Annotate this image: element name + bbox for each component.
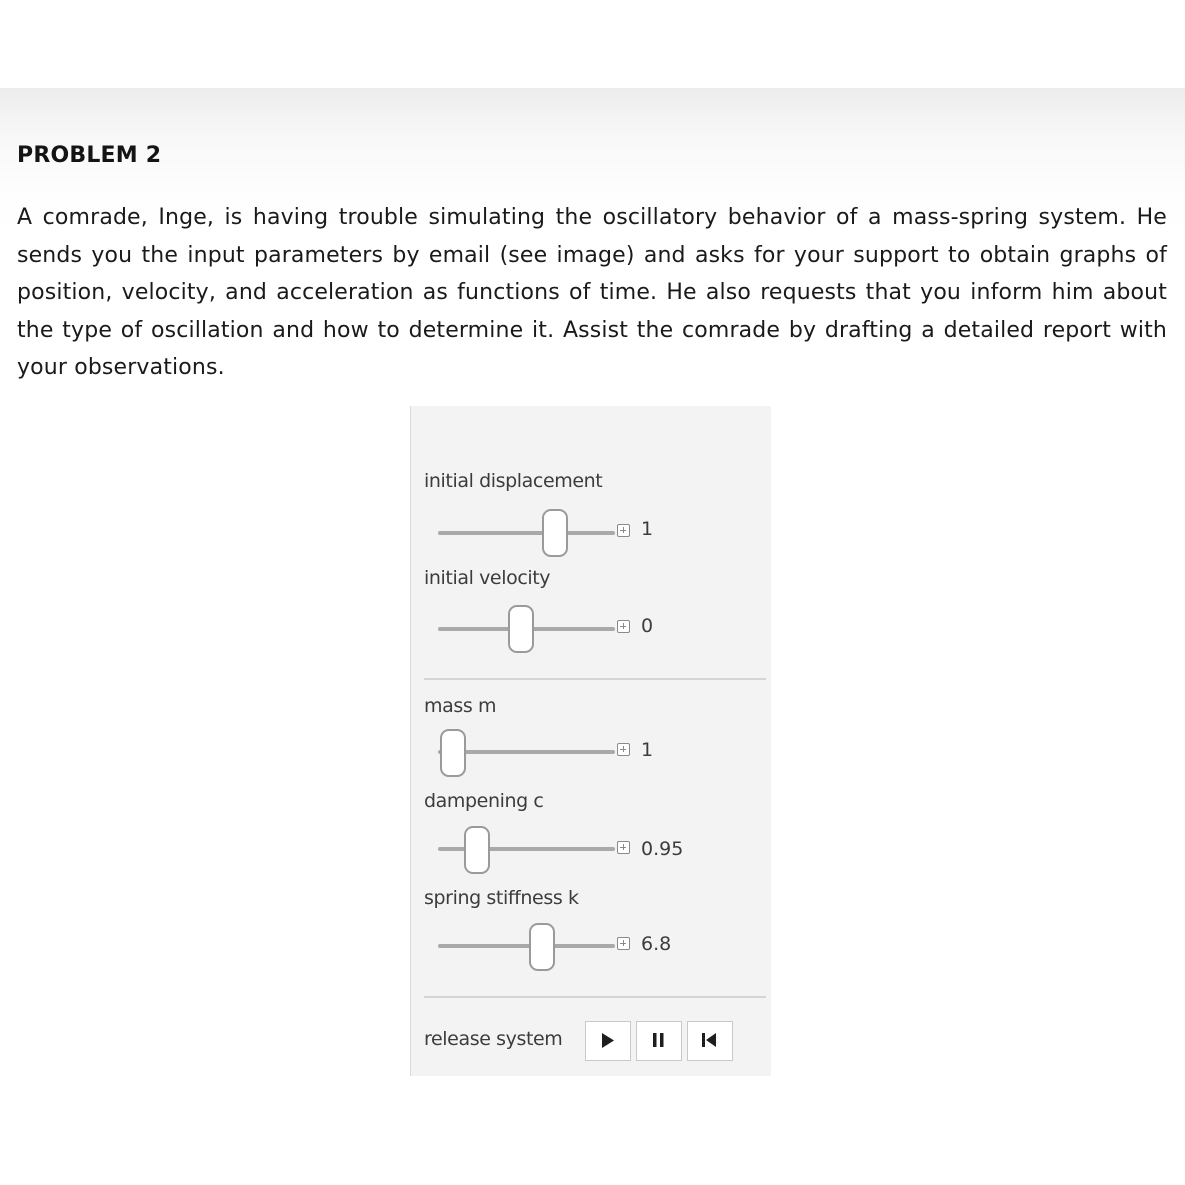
spring-stiffness-value: 6.8 [641,933,672,955]
plus-icon[interactable] [617,743,630,756]
plus-icon[interactable] [617,524,630,537]
slider-thumb[interactable] [440,729,466,777]
slider-thumb[interactable] [529,923,555,971]
slider-thumb[interactable] [542,509,568,557]
dampening-label: dampening c [424,790,544,812]
initial-displacement-label: initial displacement [424,470,603,492]
section-divider [424,678,766,680]
pause-button[interactable] [636,1021,682,1061]
slider-track[interactable] [438,944,615,948]
plus-icon[interactable] [617,620,630,633]
spring-stiffness-label: spring stiffness k [424,887,579,909]
problem-statement: A comrade, Inge, is having trouble simulating the oscillatory behavior of a mass-spring system. He sends you the input parameters by email (see image) and asks for your support to obtain graphs of position, velocity, and acceleration as functions of time. He also requests that you inform him about the type of oscillation and how to determine it. Assist the comrade by drafting a detailed report with your observations. [17,205,1167,380]
play-button[interactable] [585,1021,631,1061]
simulation-control-panel [410,406,771,1076]
skip-to-start-icon [688,1022,731,1059]
initial-velocity-value: 0 [641,615,654,637]
initial-velocity-label: initial velocity [424,567,551,589]
dampening-value: 0.95 [641,838,684,860]
reset-button[interactable] [687,1021,733,1061]
slider-thumb[interactable] [464,826,490,874]
slider-thumb[interactable] [508,605,534,653]
pause-icon [637,1022,680,1059]
section-divider [424,996,766,998]
release-system-label: release system [424,1028,563,1050]
slider-track[interactable] [438,531,615,535]
initial-displacement-value: 1 [641,518,654,540]
play-icon [586,1022,629,1059]
problem-title: PROBLEM 2 [17,143,162,168]
mass-value: 1 [641,739,654,761]
plus-icon[interactable] [617,937,630,950]
plus-icon[interactable] [617,841,630,854]
mass-label: mass m [424,695,497,717]
